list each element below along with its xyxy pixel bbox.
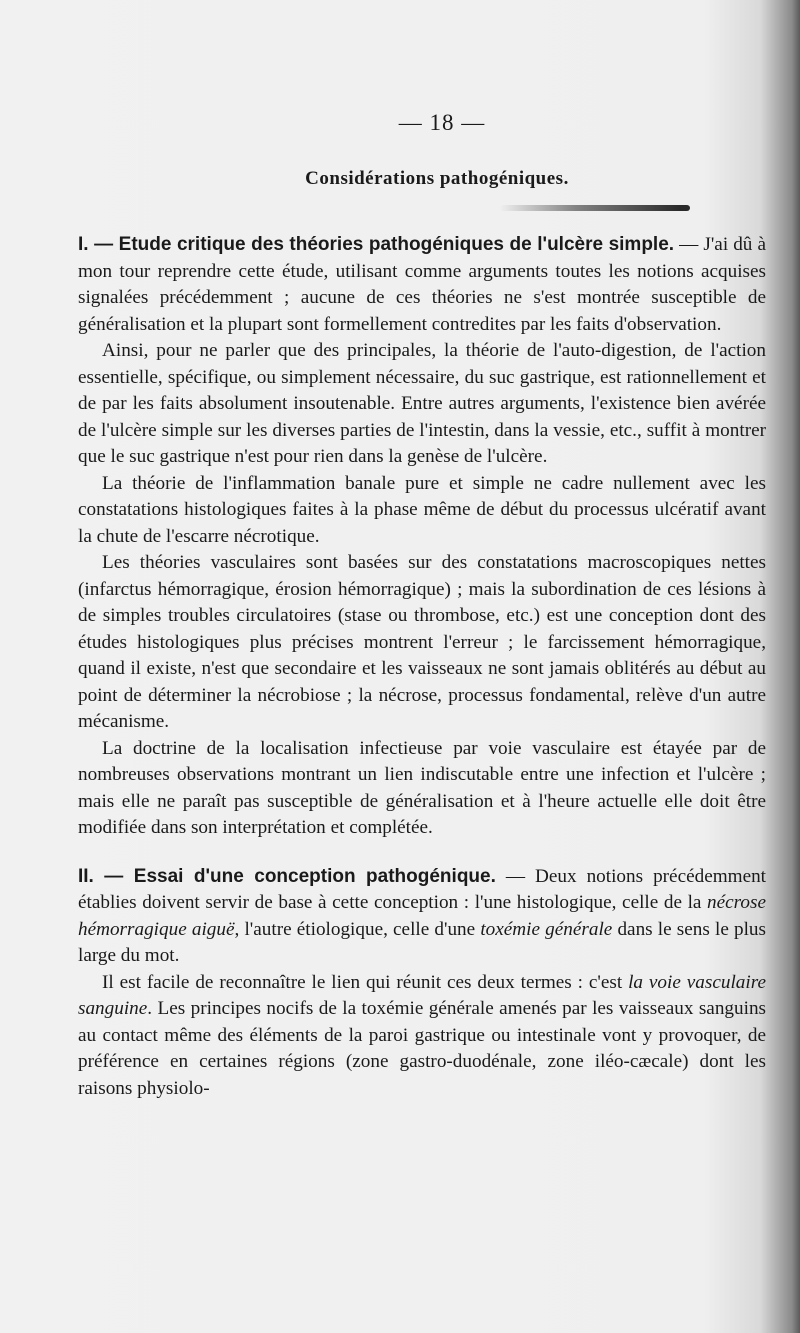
- section2-heading: II. — Essai d'une conception pathogénique.: [78, 865, 496, 887]
- section2-paragraph-1: II. — Essai d'une conception pathogénique. — Deux notions précédemment établies doivent servir de base à cette conception : l'une histologique, celle de la nécrose hémorragique aiguë, l'autre étiologique, celle d'une toxémie générale dans le sens le plus large du mot.: [78, 865, 767, 966]
- page-text: [78, 110, 766, 1102]
- emphasis-necrose: nécrose hémorragique aiguë: [78, 892, 766, 940]
- section1-heading: I. — Etude critique des théories pathogéniques de l'ulcère simple.: [78, 234, 675, 255]
- emphasis-toxemie: toxémie générale: [480, 918, 613, 940]
- section1-paragraph-5: La doctrine de la localisation infectieuse par voie vasculaire est étayée par de nombreuses observations montrant un lien indiscutable entre une infection et l'ulcère ; mais elle ne paraît pas susceptible de généralisation et à l'heure actuelle elle doit être modifiée dans son interprétation et complétée.: [78, 737, 766, 838]
- section1-paragraph-3: La théorie de l'inflammation banale pure et simple ne cadre nullement avec les constatations histologiques faites à la phase même de début du processus ulcératif avant la chute de l'escarre nécrotique.: [78, 472, 766, 547]
- section2-paragraph-2: Il est facile de reconnaître le lien qui réunit ces deux termes : c'est la voie vasculaire sanguine. Les principes nocifs de la toxémie générale amenés par les vaisseaux sanguins au contact même des éléments de la paroi gastrique ou intestinale vont y provoquer, de préférence en certaines régions (zone gastro-duodénale, zone iléo-cæcale) dont les raisons physiolo-: [78, 971, 766, 1099]
- section-gap: [78, 842, 766, 864]
- section1-paragraph-1: I. — Etude critique des théories pathogéniques de l'ulcère simple. — J'ai dû à mon tour reprendre cette étude, utilisant comme arguments toutes les notions acquises signalées précédemment ; aucune de ces théories ne s'est montrée susceptible de généralisation et la plupart sont formellement contredites par les faits d'observation.: [78, 234, 766, 335]
- section-heading: Considérations pathogéniques.: [305, 168, 569, 189]
- page-number: — 18 —: [398, 110, 486, 135]
- emphasis-voie-vasculaire: la voie vasculaire sanguine: [78, 971, 766, 1019]
- section1-paragraph-2: Ainsi, pour ne parler que des principales, la théorie de l'auto-digestion, de l'action essentielle, spécifique, ou simplement nécessaire, du suc gastrique, est rationnellement et de par les faits absolument insoutenable. Entre autres arguments, l'existence bien avérée de l'ulcère simple sur les diverses parties de l'intestin, dans la vessie, etc., suffit à montrer que le suc gastrique n'est pour rien dans la genèse de l'ulcère.: [78, 340, 766, 467]
- section1-paragraph-4: Les théories vasculaires sont basées sur des constatations macroscopiques nettes (infarctus hémorragique, érosion hémorragique) ; mais la subordination de ces lésions à de simples troubles circulatoires (stase ou thrombose, etc.) est une conception dont des études histologiques plus précises montrent l'erreur ; le farcissement hémorragique, quand il existe, n'est que secondaire et les vaisseaux ne sont jamais oblitérés au début au point de déterminer la nécrobiose ; la nécrose, processus fondamental, relève d'un autre mécanisme.: [78, 552, 766, 732]
